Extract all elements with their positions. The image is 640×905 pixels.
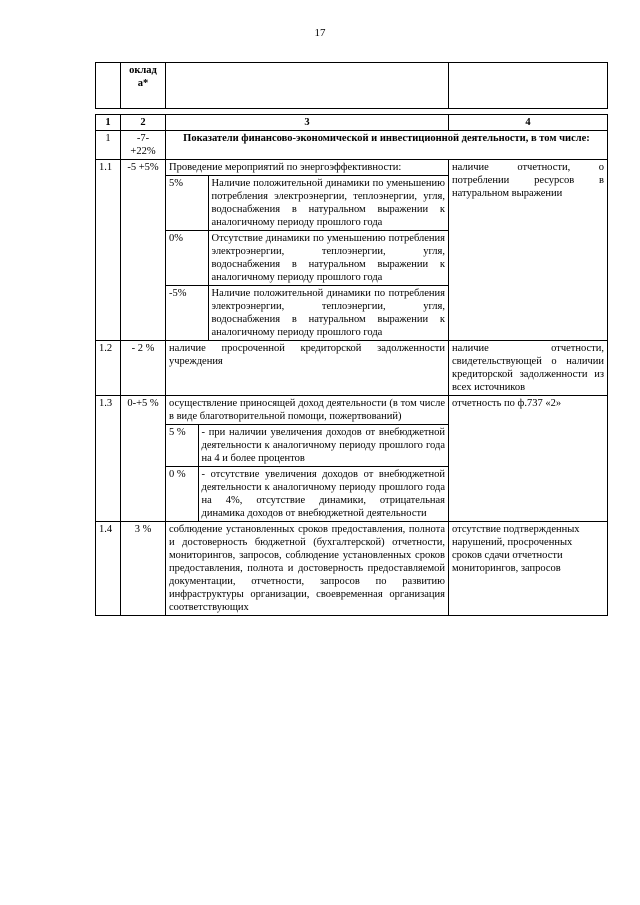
- row-source: отчетность по ф.737 «2»: [449, 396, 608, 522]
- criteria-table: [95, 114, 608, 616]
- criteria-subtable: [166, 396, 448, 521]
- section-title: Показатели финансово-экономической и инвестиционной деятельности, в том числе:: [166, 131, 608, 160]
- criterion-text: Отсутствие динамики по уменьшению потребления электроэнергии, теплоэнергии, угля, водоснабжения в натуральном выражении к аналогичному периоду прошлого года: [208, 231, 448, 286]
- row-source: отсутствие подтвержденных нарушений, просроченных сроков сдачи отчетности мониторингов, запросов: [449, 522, 608, 616]
- column-number-row: [96, 115, 608, 131]
- criterion-percent: 5 %: [166, 425, 198, 467]
- criterion-percent: 0 %: [166, 467, 198, 522]
- cell-empty: [96, 63, 121, 109]
- column-number: 2: [121, 115, 166, 131]
- criteria-subtable: [166, 160, 448, 340]
- table-row: [96, 522, 608, 616]
- criterion-text: Наличие положительной динамики по потребления электроэнергии, теплоэнергии, угля, водоснабжения в натуральном выражении к аналогичному периоду прошлого года: [208, 286, 448, 341]
- page-number: 17: [314, 27, 326, 39]
- cell-empty: [449, 63, 608, 109]
- table-row: [96, 341, 608, 396]
- column-header-salary: оклад а*: [121, 63, 166, 109]
- table-row: [96, 160, 608, 341]
- row-source: наличие отчетности, свидетельствующей о наличии кредиторской задолженности из всех источников: [449, 341, 608, 396]
- criterion-percent: 0%: [166, 231, 208, 286]
- criterion-percent: 5%: [166, 176, 208, 231]
- column-number: 3: [166, 115, 449, 131]
- row-weight: -5 +5%: [121, 160, 166, 341]
- column-number: 1: [96, 115, 121, 131]
- indicator-text: Проведение мероприятий по энергоэффективности:: [169, 162, 402, 173]
- criterion-text: Наличие положительной динамики по уменьшению потребления электроэнергии, теплоэнергии, угля, водоснабжения в натуральном выражении к аналогичному периоду прошлого года: [208, 176, 448, 231]
- indicator-text: соблюдение установленных сроков предоставления, полнота и достоверность бюджетной (бухгалтерской) отчетности, мониторингов, запросов, соблюдение установленных сроков предоставления, полнота и достоверность предоставляемой документации, отчетности, запросов по развитию инфраструктуры организации, своевременная организация соответствующих: [166, 522, 449, 616]
- table-continuation-header: [95, 62, 608, 109]
- row-number: 1.4: [96, 522, 121, 616]
- row-source: наличие отчетности, о потреблении ресурсов в натуральном выражении: [449, 160, 608, 341]
- row-number: 1.2: [96, 341, 121, 396]
- indicator-text: осуществление приносящей доход деятельности (в том числе в виде благотворительной помощи, пожертвований): [169, 398, 445, 422]
- row-indicator: [166, 396, 449, 522]
- criterion-percent: -5%: [166, 286, 208, 341]
- table-row: [96, 396, 608, 522]
- indicator-text: наличие просроченной кредиторской задолженности учреждения: [166, 341, 449, 396]
- row-number: 1.3: [96, 396, 121, 522]
- column-number: 4: [449, 115, 608, 131]
- row-number: 1.1: [96, 160, 121, 341]
- criterion-text: - при наличии увеличения доходов от внебюджетной деятельности к аналогичному периоду прошлого года на 4 и более процентов: [198, 425, 448, 467]
- row-weight: - 2 %: [121, 341, 166, 396]
- criterion-text: - отсутствие увеличения доходов от внебюджетной деятельности к аналогичному периоду прошлого года на 4%, отсутствие динамики, отрицательная динамика доходов от внебюджетной деятельности: [198, 467, 448, 522]
- section-weight: -7- +22%: [121, 131, 166, 160]
- cell-empty: [166, 63, 449, 109]
- section-row: [96, 131, 608, 160]
- row-indicator: [166, 160, 449, 341]
- section-number: 1: [96, 131, 121, 160]
- row-weight: 0-+5 %: [121, 396, 166, 522]
- row-weight: 3 %: [121, 522, 166, 616]
